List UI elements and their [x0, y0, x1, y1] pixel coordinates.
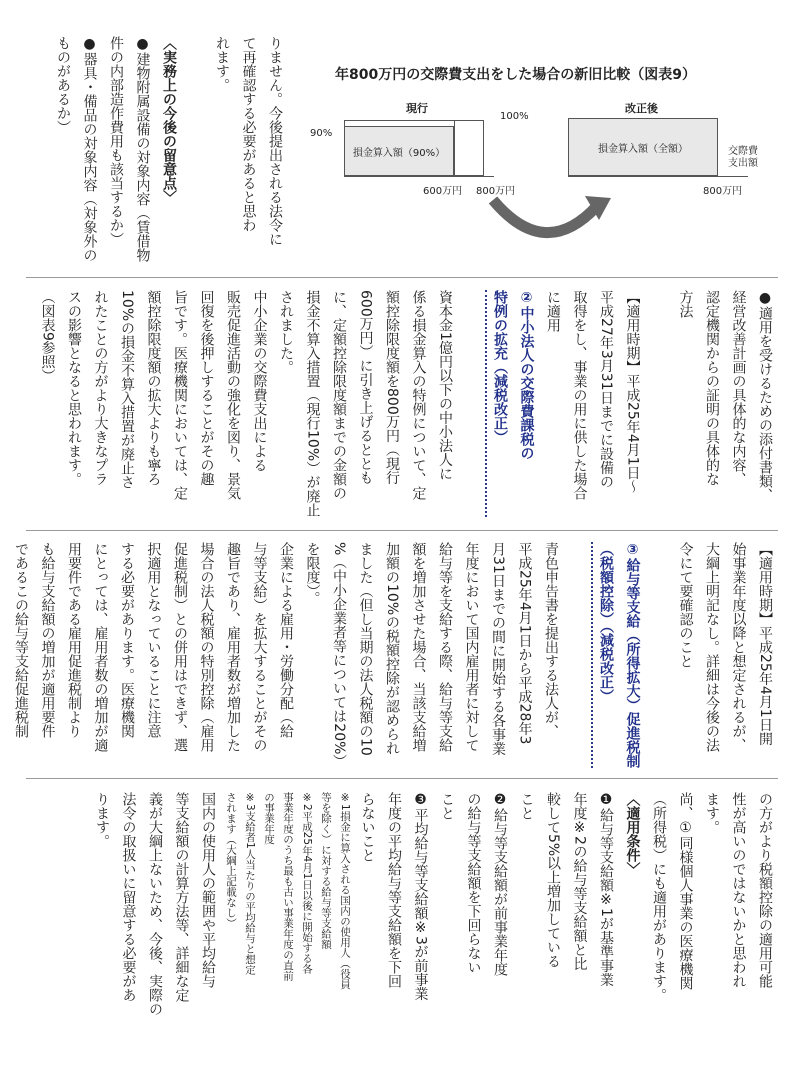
side-label-line: 交際費 — [728, 146, 758, 157]
text-column: 10%の損金不算入措置が廃止さ — [119, 290, 135, 490]
text-column: 月31日までの間に開始する各事業 — [490, 542, 506, 756]
text-column: 加額の10%の税額控除が認められ — [384, 542, 400, 756]
condition-item: らないこと — [359, 792, 376, 862]
dotted-rule — [564, 542, 593, 768]
text-column: に適用 — [545, 290, 561, 332]
condition-item: 年度の平均給与等支給額を下回 — [386, 792, 402, 988]
footnote: されます（大綱上記載なし） — [225, 792, 237, 929]
band-2 — [26, 290, 778, 522]
text-column: 600万円）に引き上げるととも — [357, 290, 374, 485]
text-column: 取得をし、事業の用に供した場合 — [571, 290, 588, 500]
text-column: 場合の法人税額の特別控除（雇用 — [198, 542, 215, 752]
section-heading: 〈実務上の今後の留意点〉 — [161, 36, 177, 204]
current-box-text: 損金算入額（90%） — [352, 147, 446, 159]
text-column: 平成25年4月1日から平成28年3 — [516, 542, 533, 745]
revised-label: 改正後 — [625, 102, 658, 115]
section-title: ③給与等支給（所得拡大）促進税制 — [624, 542, 641, 768]
text-column: の方がより税額控除の適用可能 — [757, 792, 773, 988]
diagram-title: 年800万円の交際費支出をした場合の新旧比較（図表9） — [335, 67, 696, 83]
condition-item: ❸平均給与等支給額※3が前事業 — [412, 792, 429, 1001]
condition-item: 較して5%以上増加している — [545, 792, 561, 969]
band-top-text — [50, 36, 289, 262]
text-column: 額控除限度額を800万円（現行 — [384, 290, 400, 485]
text-column: する必要があります。医療機関 — [119, 542, 135, 738]
text-column: に、定額控除限度額までの金額の — [331, 290, 347, 500]
text-column: ます。 — [704, 792, 720, 834]
text-column: 平成27年3月31日までに設備の — [598, 290, 614, 489]
footnote: ※1損金に算入される国内の使用人（役員 — [339, 792, 351, 990]
x-800-current-label: 800万円 — [476, 186, 516, 197]
condition-item: こと — [518, 792, 535, 820]
condition-item: 年度※2の給与等支給額と比 — [571, 792, 588, 971]
text-column: であるこの給与等支給促進税制 — [13, 542, 29, 738]
text-column: 令にて要確認のこと — [677, 542, 694, 668]
text-column: 企業による雇用・労働分配（給 — [278, 542, 294, 738]
comparison-diagram — [300, 52, 778, 267]
text-column — [646, 290, 673, 517]
text-column: 法令の取扱いに留意する必要があ — [120, 792, 137, 1002]
band-2-text — [34, 290, 778, 517]
text-column: れます。 — [214, 36, 230, 92]
arrow-icon — [485, 192, 615, 252]
text-column: スの影響となると思われます。 — [66, 290, 82, 486]
text-column: りません。今後提出される法令に — [267, 36, 283, 246]
text-column: 方法 — [677, 290, 694, 318]
text-column: 旨です。医療機関においては、定 — [172, 290, 188, 500]
text-column: 性が高いのではないかと思われ — [730, 792, 747, 988]
current-label: 現行 — [406, 102, 428, 115]
condition-item: こと — [439, 792, 455, 820]
text-column: を限度）。 — [304, 542, 321, 605]
text-column: も給与支給額の増加が適用要件 — [39, 542, 56, 738]
text-column: 係る損金算入の特例について、定 — [410, 290, 427, 500]
band-4 — [26, 792, 778, 1062]
current-axis — [344, 176, 494, 177]
section-title: （税額控除）（減税改正） — [598, 542, 614, 703]
text-column: 義が大綱上ないため、今後、実際の — [147, 792, 163, 1016]
revised-deductible-box — [568, 118, 718, 176]
divider — [26, 778, 778, 779]
text-column: 額控除限度額の拡大よりも寧ろ — [145, 290, 162, 486]
divider — [26, 277, 778, 278]
text-column: 販売促進活動の強化を図り、景気 — [225, 290, 241, 500]
text-column: 給与等を支給する際、給与等支給 — [437, 542, 453, 752]
condition-item: ❷給与等支給額が前事業年度 — [492, 792, 508, 976]
text-column: 促進税制）との併用はできず、選 — [172, 542, 188, 752]
divider — [26, 530, 778, 531]
text-column: 回復を後押しすることがその趣 — [198, 290, 215, 486]
text-column: 趣旨であり、雇用者数が増加した — [225, 542, 241, 752]
side-label-line: 支出額 — [728, 158, 758, 169]
condition-item: の給与等支給額を下回らない — [465, 792, 482, 974]
current-extra-box — [454, 120, 484, 176]
text-column: て再確認する必要があると思わ — [240, 36, 257, 232]
band-4-text — [89, 792, 779, 1016]
footnote: 等を除く）に対する給与等支給額 — [320, 792, 332, 950]
text-column: 額を増加させた場合、当該支給増 — [410, 542, 427, 752]
text-column: 大綱上明記なし。詳細は今後の法 — [704, 542, 720, 752]
text-column: 【適用時期】平成25年4月1日〜 — [624, 290, 641, 494]
text-column — [182, 36, 209, 262]
side-label — [728, 146, 758, 170]
text-column: 資本金1億円以下の中小法人に — [437, 290, 453, 481]
text-column: 経営改善計画の具体的な内容、 — [730, 290, 747, 486]
text-column: %（中小企業者等については20%） — [331, 542, 347, 769]
bullet-item: ●器具・備品の対象内容（対象外の — [81, 36, 98, 262]
bullet-item: 件の内部造作費用も該当するか） — [108, 36, 124, 246]
text-column: 年度において国内雇用者に対して — [463, 542, 480, 752]
dotted-rule — [458, 290, 487, 517]
text-column: 認定機関からの証明の具体的な — [704, 290, 720, 486]
section-title: 特例の拡充（減税改正） — [492, 290, 508, 444]
text-column: 損金不算入措置（現行10%）が廃止 — [304, 290, 321, 518]
text-column: にとっては、雇用者数の増加が適 — [92, 542, 109, 752]
text-column: 【適用時期】平成25年4月1日開 — [757, 542, 773, 746]
text-column: されました。 — [278, 290, 294, 374]
footnote: ※2平成25年4月1日以後に開始する各 — [301, 792, 313, 974]
x-800-revised-label: 800万円 — [703, 186, 743, 197]
text-column — [646, 542, 673, 768]
condition-item: ❶給与等支給額※1が基準事業 — [598, 792, 614, 987]
x-600-label: 600万円 — [423, 186, 463, 197]
text-column: 用要件である雇用促進税制より — [66, 542, 82, 738]
footnote: の事業年度 — [263, 792, 275, 845]
text-column: （図表9参照） — [39, 290, 56, 383]
footnote: 事業年度のうち最も古い事業年度の直前 — [282, 792, 294, 981]
text-column: ●適用を受けるための添付書類、 — [757, 290, 773, 502]
section-title: ②中小法人の交際費課税の — [518, 290, 535, 460]
text-column: 中小企業の交際費支出による — [251, 290, 268, 472]
band-3 — [13, 542, 778, 770]
text-column: 与等支給）を拡大することがその — [251, 542, 268, 752]
band-3-text — [8, 542, 779, 768]
text-column: れたことの方がより大きなプラ — [92, 290, 109, 486]
text-column: 国内の使用人の範囲や平均給与 — [200, 792, 216, 988]
text-column: 択適用となっていることに注意 — [145, 542, 162, 738]
revised-axis — [568, 176, 748, 177]
text-column: 青色申告書を提出する法人が、 — [543, 542, 559, 738]
text-column: 始事業年度以降と想定されるが、 — [730, 542, 747, 752]
bullet-item: ものがあるか） — [55, 36, 71, 134]
bullet-item: ●建物附属設備の対象内容（賃借物 — [134, 36, 151, 262]
section-heading: 〈適用条件〉 — [624, 792, 641, 876]
text-column: （所得税）にも適用があります。 — [651, 792, 667, 1002]
footnote: ※3支給者1人当たりの平均給与と想定 — [244, 792, 256, 975]
current-deductible-box — [344, 126, 454, 176]
pct-100-label: 100% — [500, 111, 529, 122]
text-column: 尚、①同様個人事業の医療機関 — [677, 792, 694, 990]
pct-90-label: 90% — [310, 128, 333, 139]
text-column: ります。 — [94, 792, 110, 848]
text-column: ました（但し当期の法人税額の10 — [357, 542, 374, 756]
text-column: 等支給額の計算方法等、詳細な定 — [173, 792, 190, 1002]
revised-box-text: 損金算入額（全額） — [598, 143, 688, 155]
